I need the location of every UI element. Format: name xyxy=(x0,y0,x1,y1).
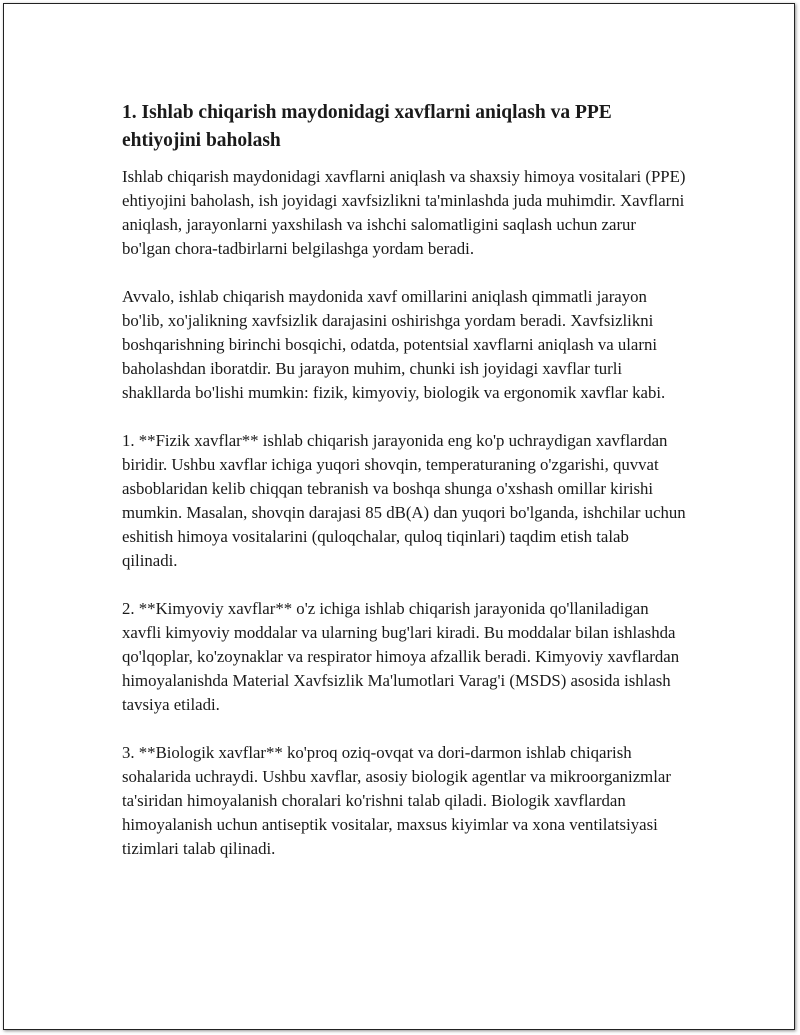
page-frame xyxy=(3,3,795,1030)
physical-hazards-paragraph: 1. **Fizik xavflar** ishlab chiqarish jarayonida eng ko'p uchraydigan xavflardan biridir. Ushbu xavflar ichiga yuqori shovqin, temperaturaning o'zgarishi, quvvat asboblaridan kelib chiqqan tebranish va boshqa shunga o'xshash omillar kirishi mumkin. Masalan, shovqin darajasi 85 dB(A) dan yuqori bo'lganda, ishchilar uchun eshitish himoya vositalarini (quloqchalar, quloq tiqinlari) taqdim etish talab qilinadi. xyxy=(122,431,686,570)
chemical-hazards-paragraph: 2. **Kimyoviy xavflar** o'z ichiga ishlab chiqarish jarayonida qo'llaniladigan xavfli kimyoviy moddalar va ularning bug'lari kiradi. Bu moddalar bilan ishlashda qo'lqoplar, ko'zoynaklar va respirator himoya afzallik beradi. Kimyoviy xavflardan himoyalanishda Material Xavfsizlik Ma'lumotlari Varag'i (MSDS) asosida ishlash tavsiya etiladi. xyxy=(122,599,680,714)
document-body xyxy=(122,99,687,885)
biological-hazards-paragraph: 3. **Biologik xavflar** ko'proq oziq-ovqat va dori-darmon ishlab chiqarish sohalarida uchraydi. Ushbu xavflar, asosiy biologik agentlar va mikroorganizmlar ta'siridan himoyalanish choralari ko'rishni talab qiladi. Biologik xavflardan himoyalanish uchun antiseptik vositalar, maxsus kiyimlar va xona ventilatsiyasi tizimlari talab qilinadi. xyxy=(122,743,671,858)
section-heading: 1. Ishlab chiqarish maydonidagi xavflarni aniqlash va PPE ehtiyojini baholash xyxy=(122,102,612,151)
overview-paragraph: Avvalo, ishlab chiqarish maydonida xavf omillarini aniqlash qimmatli jarayon bo'lib, xo'jalikning xavfsizlik darajasini oshirishga yordam beradi. Xavfsizlikni boshqarishning birinchi bosqichi, odatda, potentsial xavflarni aniqlash va ularni baholashdan iboratdir. Bu jarayon muhim, chunki ish joyidagi xavflar turli shakllarda bo'lishi mumkin: fizik, kimyoviy, biologik va ergonomik xavflar kabi. xyxy=(122,287,666,402)
intro-paragraph: Ishlab chiqarish maydonidagi xavflarni aniqlash va shaxsiy himoya vositalari (PPE) ehtiyojini baholash, ish joyidagi xavfsizlikni ta'minlashda juda muhimdir. Xavflarni aniqlash, jarayonlarni yaxshilash va ishchi salomatligini saqlash uchun zarur bo'lgan chora-tadbirlarni belgilashga yordam beradi. xyxy=(122,167,686,258)
